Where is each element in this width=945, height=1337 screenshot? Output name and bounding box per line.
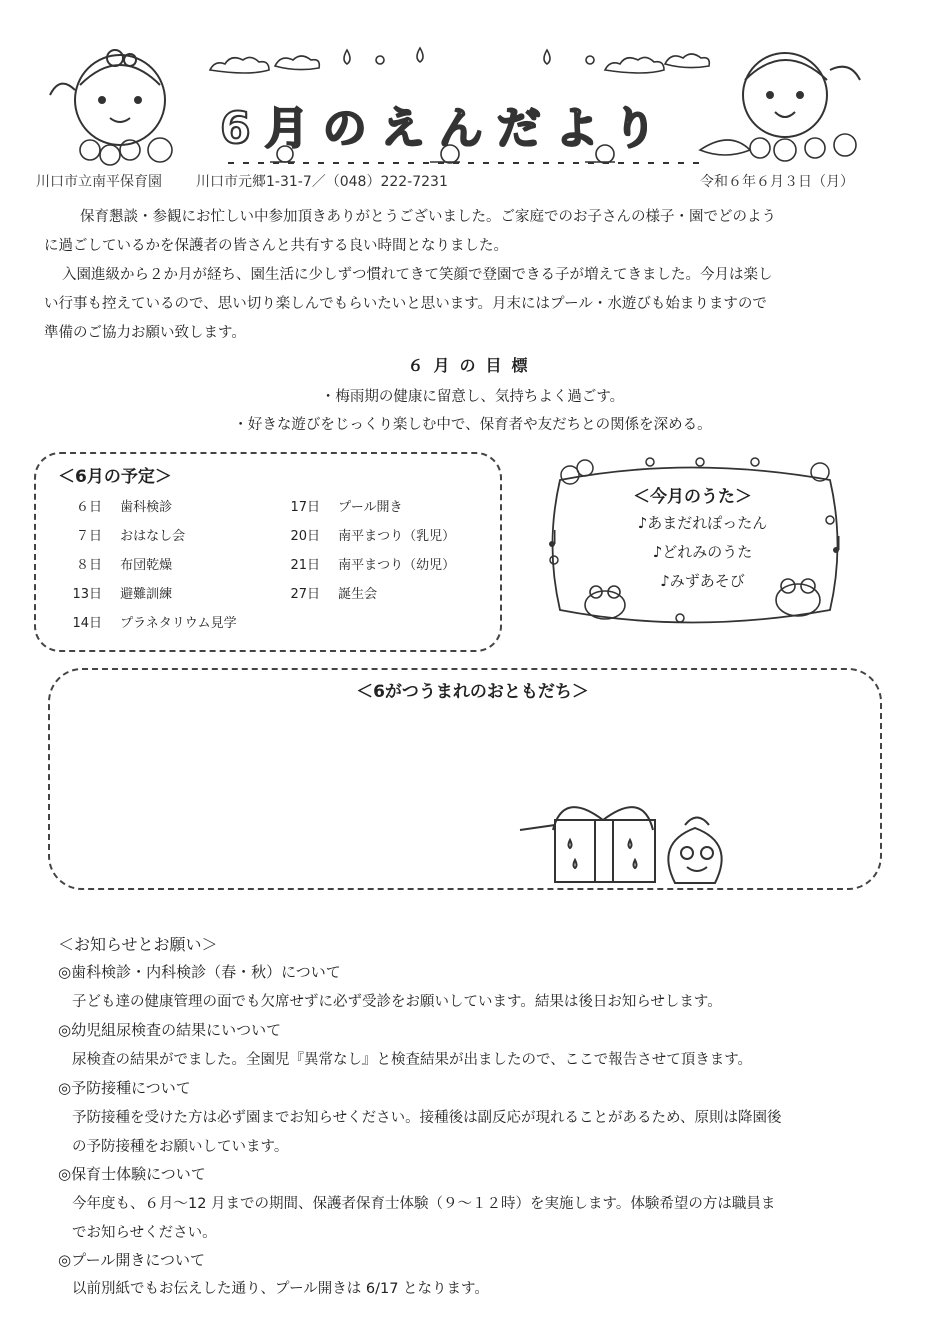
song-item: ♪みずあそび [660, 572, 745, 590]
notice-text: 子ども達の健康管理の面でも欠席せずに必ず受診をお願いしています。結果は後日お知らせします。 [72, 994, 722, 1010]
notices-title: ＜お知らせとお願い＞ [58, 935, 218, 954]
goal-2: ・好きな遊びをじっくり楽しむ中で、保育者や友だちとの関係を深める。 [233, 417, 712, 433]
school-address: 川口市元郷1-31-7／（048）222-7231 [196, 174, 448, 190]
gift-decoration [515, 795, 755, 890]
notice-text: 尿検査の結果がでました。全園児『異常なし』と検査結果が出ましたので、ここで報告させて頂きます。 [72, 1052, 753, 1068]
song-item: ♪どれみのうた [652, 543, 753, 561]
schedule-item: 20日 南平まつり（乳児） [290, 529, 456, 544]
schedule-title: ＜6月の予定＞ [58, 467, 172, 487]
notice-text: 以前別紙でもお伝えした通り、プール開きは 6/17 となります。 [72, 1281, 489, 1297]
issue-date: 令和６年６月３日（月） [700, 174, 854, 190]
hydrangea-icon [700, 134, 856, 161]
goals-title: ６月の目標 [407, 356, 538, 375]
notice-text: の予防接種をお願いしています。 [72, 1139, 289, 1155]
child-girl-icon [50, 50, 165, 145]
notice-heading: ◎予防接種について [58, 1079, 191, 1097]
goal-1: ・梅雨期の健康に留意し、気持ちよく過ごす。 [320, 389, 625, 405]
hydrangea-icon [80, 138, 172, 165]
intro-p1-line2: に過ごしているかを保護者の皆さんと共有する良い時間となりました。 [44, 238, 508, 254]
raindrop-icon [344, 48, 594, 64]
birthday-title: ＜6がつうまれのおともだち＞ [356, 682, 589, 702]
schedule-item: 13日 避難訓練 [72, 587, 173, 602]
notice-heading: ◎歯科検診・内科検診（春・秋）について [58, 963, 341, 981]
notice-heading: ◎幼児組尿検査の結果にいついて [58, 1021, 282, 1039]
notice-heading: ◎保育士体験について [58, 1165, 206, 1183]
page-title: 6月のえんだより [220, 103, 671, 154]
frog-pouch-icon [668, 818, 721, 884]
intro-p1-line1: 保育懇談・参観にお忙しい中参加頂きありがとうございました。ご家庭でのお子さんの様子・園でどのよう [80, 209, 776, 225]
schedule-item: 27日 誕生会 [290, 587, 378, 602]
song-item: ♪あまだれぽったん [637, 514, 768, 532]
intro-p2-line1: 入園進級から２か月が経ち、園生活に少しずつ慣れてきて笑顔で登園できる子が増えてきました。今月は楽し [62, 267, 773, 283]
schedule-item: 14日 プラネタリウム見学 [72, 616, 237, 631]
intro-p2-line2: い行事も控えているので、思い切り楽しんでもらいたいと思います。月末にはプール・水遊びも始まりますので [44, 296, 767, 312]
notice-heading: ◎プール開きについて [58, 1251, 206, 1269]
notice-text: 予防接種を受けた方は必ず園までお知らせください。接種後は副反応が現れることがあるため、原則は降園後 [72, 1110, 782, 1126]
notice-text: 今年度も、６月～12 月までの期間、保護者保育士体験（９～１２時）を実施します。体験希望の方は職員ま [72, 1196, 776, 1212]
gift-box-icon [520, 807, 655, 882]
schedule-item: ６日 歯科検診 [75, 500, 173, 515]
cloud-icon [210, 54, 709, 73]
schedule-item: ８日 布団乾燥 [75, 558, 173, 573]
school-name: 川口市立南平保育園 [36, 174, 162, 190]
schedule-item: ７日 おはなし会 [75, 529, 186, 544]
intro-p2-line3: 準備のご協力お願い致します。 [44, 325, 246, 341]
child-boy-icon [743, 53, 860, 137]
schedule-item: 21日 南平まつり（幼児） [290, 558, 456, 573]
songs-title: ＜今月のうた＞ [633, 487, 752, 507]
schedule-item: 17日 プール開き [290, 500, 403, 515]
notice-text: でお知らせください。 [72, 1225, 217, 1241]
